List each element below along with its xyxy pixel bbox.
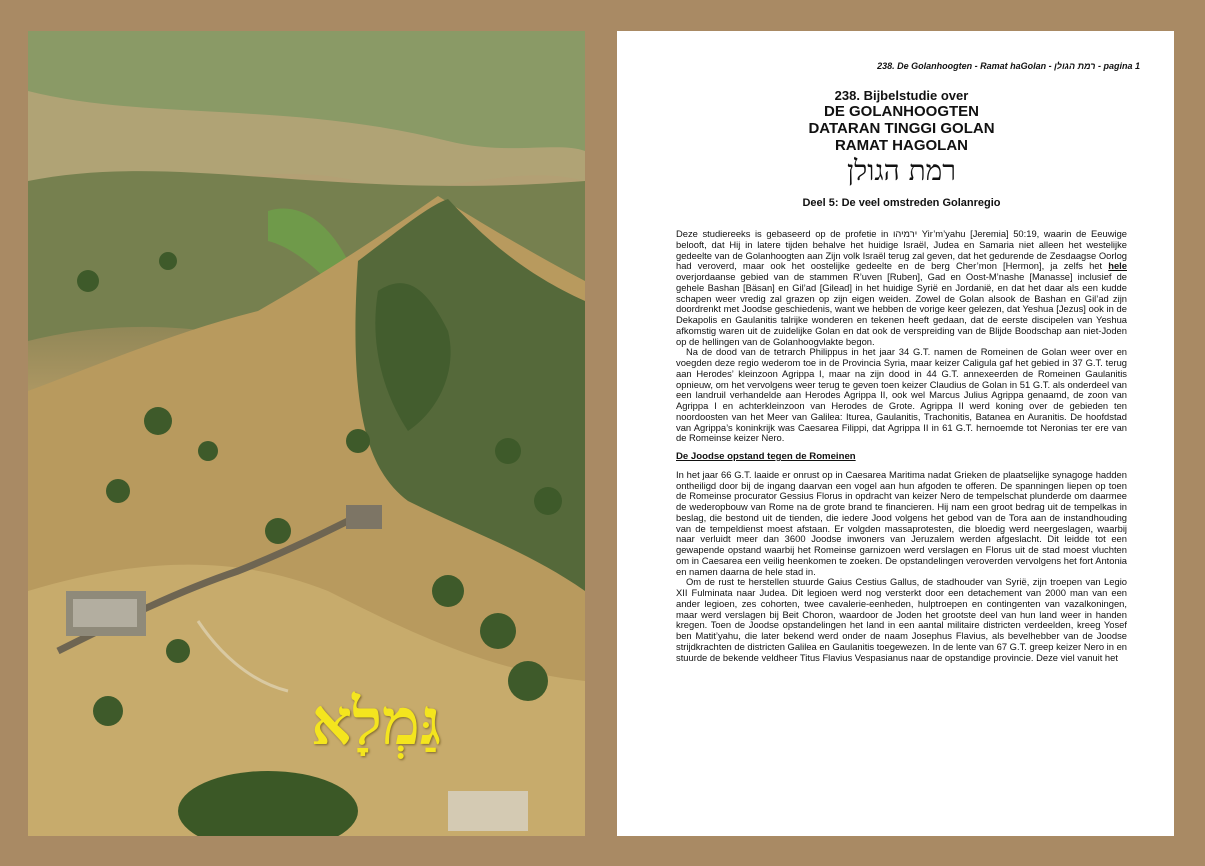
paragraph-philippus: Na de dood van de tetrarch Philippus in het jaar 34 G.T. namen de Romeinen de Golan weer over en voegden deze regio wederom toe in de Provincia Syria, maar keizer Caligula gaf het gebied in 37 G.T. terug aan Herodes’ kleinzoon Agrippa I, maar na zijn dood in 44 G.T. annexeerden de Romeinen Gaulanitis opnieuw, om het vervolgens weer terug te geven toen keizer Claudius de Golan in 51 G.T. als onderdeel van een landruil verhandelde aan Herodes Agrippa II, ook wel Marcus Julius Agrippa genaamd, de zoon van Agrippa I en achterkleinzoon van Herodes de Grote. Agrippa II werd koning over de gebieden ten noordoosten van het Meer van Galilea: Iturea, Gaulanitis, Trachonitis, Batanea en Auranitis. De hoofdstad van Agrippa’s koninkrijk was Caesarea Filippi, dat Agrippa II in 61 G.T. hernoemde tot Neronias ter ere van de Romeinse keizer Nero.: [676, 346, 1127, 444]
paragraph-cestius: Om de rust te herstellen stuurde Gaius Cestius Gallus, de stadhouder van Syrië, zijn troepen van Legio XII Fulminata naar Judea. Dit legioen werd nog versterkt door een detachement van 2000 man van een ander legioen, zes cohorten, twee cavalerie-eenheden, hulptroepen en contingenten van vazalkoningen, maar werd verslagen bij Beit Choron, waardoor de Joden het grootste deel van hun land weer in handen kregen. Toen de Joodse opstandelingen het land in een aantal militaire districten verdeelden, kreeg Yosef ben Matit’yahu, die later bekend werd onder de naam Josephus Flavius, als bevelhebber van de Joodse strijdkrachten de districten Galilea en Gaulanitis toegewezen. In de lente van 67 G.T. greep keizer Nero in en stuurde de bekende veldheer Titus Flavius Vespasianus naar de opstandige provincie. Deze viel vanuit het: [676, 576, 1127, 663]
title-transliteration: RAMAT HAGOLAN: [834, 137, 969, 154]
paragraph-intro: [676, 229, 1127, 347]
gamla-photo: [28, 31, 585, 836]
running-head: 238. De Golanhoogten - Ramat haGolan - רמת הגולן - pagina 1: [877, 61, 1140, 71]
title-indonesian: DATARAN TINGGI GOLAN: [808, 120, 995, 137]
landscape-illustration: [28, 31, 585, 836]
title-dutch: DE GOLANHOOGTEN: [823, 103, 979, 120]
paragraph-revolt: In het jaar 66 G.T. laaide er onrust op in Caesarea Maritima nadat Grieken de plaatselijke synagoge hadden ontheiligd door bij de ingang daarvan een vogel aan hun afgoden te offeren. De spanningen liepen op toen de Romeinse procurator Gessius Florus in opdracht van keizer Nero de tempelschat plunderde om daarmee de wederopbouw van Rome na de grote brand te financieren. Hij nam een groot bedrag uit de tempelkas in beslag, die bestond uit de tienden, die iedere Jood volgens het gebod van de Tora aan de instandhouding van de tempeldienst moest afstaan. Er volgden massaprotesten, die bloedig werd neergeslagen, waarbij naar verluidt meer dan 3600 Joodse inwoners van Jeruzalem werden afgeslacht. Dit leidde tot een gewapende opstand waarbij het Romeinse garnizoen werd verslagen en Florus uit de stad moest vluchten om in Caesarea een veilig heenkomen te zoeken. De opstandelingen veroverden vervolgens het fort Antonia en namen daarna de hele stad in.: [676, 468, 1127, 577]
gamla-hebrew-caption: גַּמְלָא: [311, 685, 442, 760]
title-hebrew: רמת הגולן: [846, 154, 957, 187]
paragraph-intro-part2: overjordaanse gebied van de stammen R’uven [Ruben], Gad en Oost-M’nashe [Manasse] inclusief de gehele Bashan [Bäsan] en Gil’ad [Gilead] in het huidige Syrië en Jordanië, en dat het daar als een kudde schapen weer vredig zal grazen op zijn eigen weiden. Zowel de Golan alsook de Bashan en Gil’ad zijn doordrenkt met Joodse geschiedenis, want we hebben de vorige keer gelezen, dat Yeshua [Jezus] ook in de Dekapolis en Gaulanitis talrijke wonderen en tekenen heeft gedaan, dat de eerste discipelen van Yeshua afkomstig waren uit de zuidelijke Golan en dat ook de verspreiding van de Blijde Boodschap aan niet-Joden op de hellingen van de Golanhoogvlakte begon.: [676, 271, 1127, 347]
emphasis-word: hele: [1108, 260, 1127, 272]
subheading-jewish-revolt: De Joodse opstand tegen de Romeinen: [676, 451, 856, 462]
document-page: [617, 31, 1174, 836]
study-number-title: 238. Bijbelstudie over: [834, 88, 969, 103]
section-title: Deel 5: De veel omstreden Golanregio: [802, 197, 1001, 209]
body-text: [676, 229, 1127, 663]
title-block: [676, 88, 1127, 188]
paragraph-intro-part1: Deze studiereeks is gebaseerd op de profetie in ירמיהו Yir’m’yahu [Jeremia] 50:19, waarin de Eeuwige belooft, dat Hij in latere tijden behalve het huidige Israël, Judea en Samaria niet alleen het westelijke gedeelte van de Golanhoogten aan Zijn volk Israël terug zal geven, dat het gedurende de Zesdaagse Oorlog had veroverd, maar ook het oostelijke gedeelte en de berg Cher’mon [Hermon], ja zelfs het: [676, 228, 1128, 272]
